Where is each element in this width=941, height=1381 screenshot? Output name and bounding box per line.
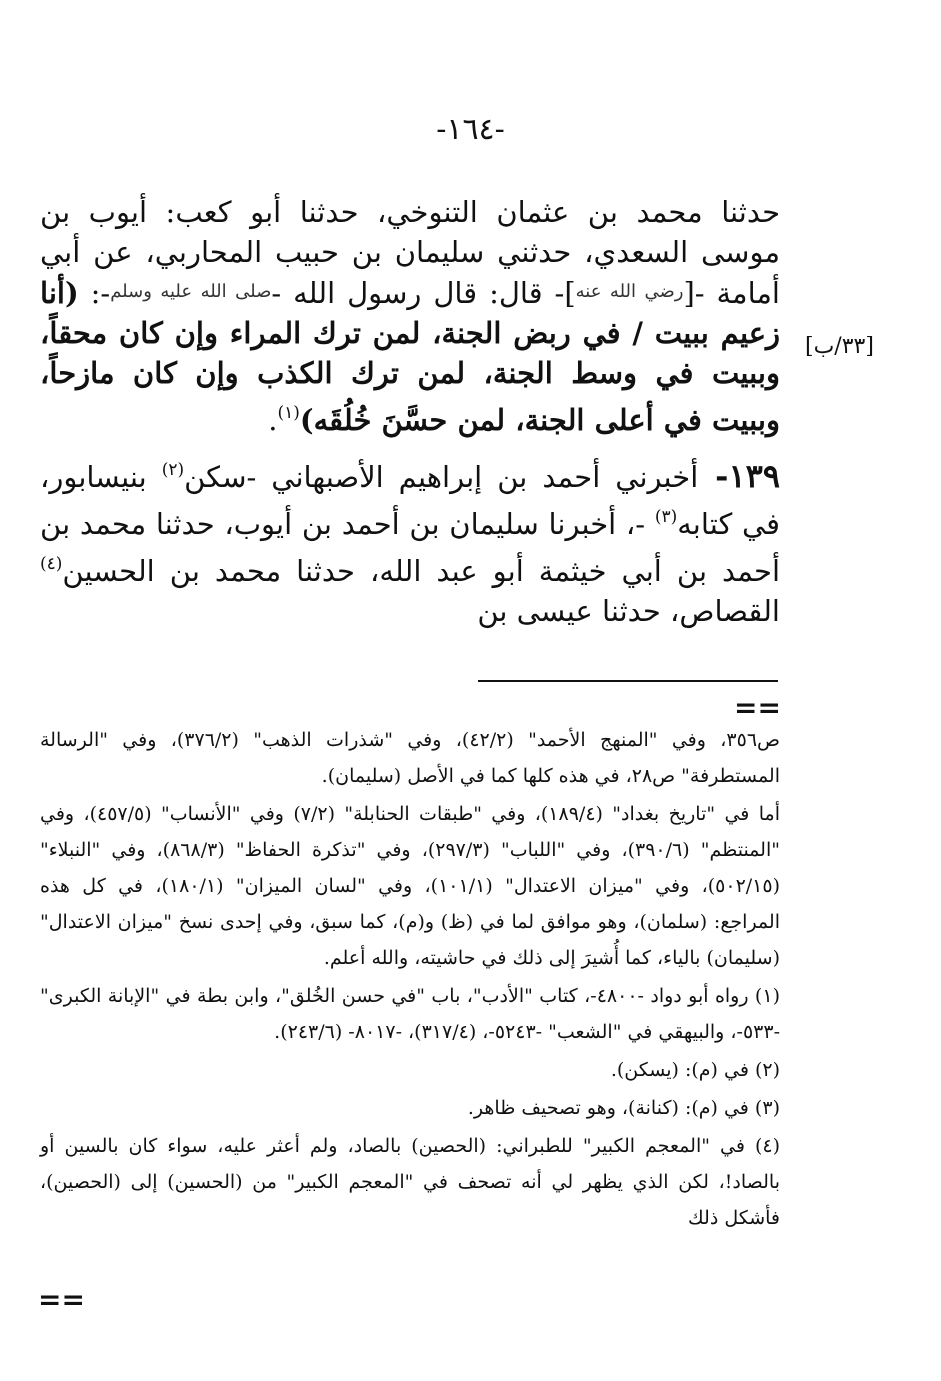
page-number: -١٦٤- [436,112,505,147]
continuation-mark-top: == [734,691,781,724]
honorific-companion: رضي الله عنه [575,281,684,302]
hadith-text: (أنا زعيم ببيت / في ربض الجنة، لمن ترك المراء وإن كان محقاً، وببيت في وسط الجنة، لمن ترك الكذب وإن كان مازحاً، وببيت في أعلى الجنة، لمن حسَّنَ خُلُقَه) [40,276,780,437]
footnote-ref-1: (١) [277,403,300,423]
folio-reference: [٣٣/ب] [805,334,874,359]
footnote-ref-3: (٣) [654,507,678,527]
footnote-continuation-1: ص٣٥٦، وفي "المنهج الأحمد" (٤٢/٢)، وفي "شذرات الذهب" (٣٧٦/٢)، وفي "الرسالة المستطرفة" ص٢٨، في هذه كلها كما في الأصل (سليمان). [40,729,781,787]
continuation-mark-bottom: == [38,1283,85,1316]
isnad-text-mid: ]- قال: قال رسول الله - [271,276,576,310]
hadith-number: ١٣٩ [728,457,781,495]
footnote-1: (١) رواه أبو دواد -٤٨٠٠-، كتاب "الأدب"، باب "في حسن الخُلق"، وابن بطة في "الإبانة الكبرى" -٥٣٣-، والبيهقي في "الشعب" -٥٢٤٣-، (٣١٧/٤)، -٨٠١٧- (٢٤٣/٦). [40,985,780,1043]
footnote-ref-4: (٤) [40,554,63,574]
isnad-text: حدثنا محمد بن عثمان التنوخي، حدثنا أبو كعب: أيوب بن موسى السعدي، حدثني سليمان بن حبيب المحاربي، عن أبي أمامة -[ [40,195,780,310]
footnote-separator [478,680,778,682]
footnote-2: (٢) في (م): (يسكن). [610,1059,780,1081]
footnote-ref-2: (٢) [161,460,185,480]
honorific-prophet: صلى الله عليه وسلم [110,281,272,302]
footnote-continuation-2: أما في "تاريخ بغداد" (١٨٩/٤)، وفي "طبقات الحنابلة" (٧/٢) وفي "الأنساب" (٤٥٧/٥)، وفي "المنتظم" (٣٩٠/٦)، وفي "اللباب" (٢٩٧/٣)، وفي "تذكرة الحفاظ" (٨٦٨/٣)، وفي "النبلاء" (٥٠٢/١٥)، وفي "ميزان الاعتدال" (١٠١/١)، وفي "لسان الميزان" (١٨٠/١)، في كل هذه المراجع: (سلمان)، وهو موافق لما في (ظ) و(م)، كما سبق، وفي إحدى نسخ "ميزان الاعتدال" (سليمان) بالياء، كما أُشيرَ إلى ذلك في حاشيته، والله أعلم. [40,803,781,969]
footnotes [40,722,780,1238]
hadith-paragraph-138: حدثنا محمد بن عثمان التنوخي، حدثنا أبو كعب: أيوب بن موسى السعدي، حدثني سليمان بن حبيب المحاربي، عن أبي أمامة -[$^{رضي الله عنه}$]- قال: قال رسول الله -$^{صلى الله عليه وسلم}$-: (أنا زعيم ببيت / في ربض الجنة، لمن ترك المراء وإن كان محقاً، وببيت في وسط الجنة، لمن ترك الكذب وإن كان مازحاً، وببيت في أعلى الجنة، لمن حسَّنَ خُلُقَه)$^{(١)}$. [40,195,780,437]
hadith-paragraph-139: ١٣٩- أخبرني أحمد بن إبراهيم الأصبهاني -سكن$^{(٢)}$ بنيسابور، في كتابه$^{(٣)}$ -، أخبرنا سليمان بن أحمد بن أيوب، حدثنا محمد بن أحمد بن أبي خيثمة أبو عبد الله، حدثنا محمد بن الحسين$^{(٤)}$ القصاص، حدثنا عيسى بن [40,457,781,628]
footnote-4: (٤) في "المعجم الكبير" للطبراني: (الحصين) بالصاد، ولم أعثر عليه، سواء كان بالسين أو بالصاد!، لكن الذي يظهر لي أنه تصحف في "المعجم الكبير" من (الحسين) إلى (الحصين)، فأشكل ذلك [40,1135,780,1229]
footnote-3: (٣) في (م): (كنانة)، وهو تصحيف ظاهر. [467,1097,780,1119]
main-text [40,192,780,631]
